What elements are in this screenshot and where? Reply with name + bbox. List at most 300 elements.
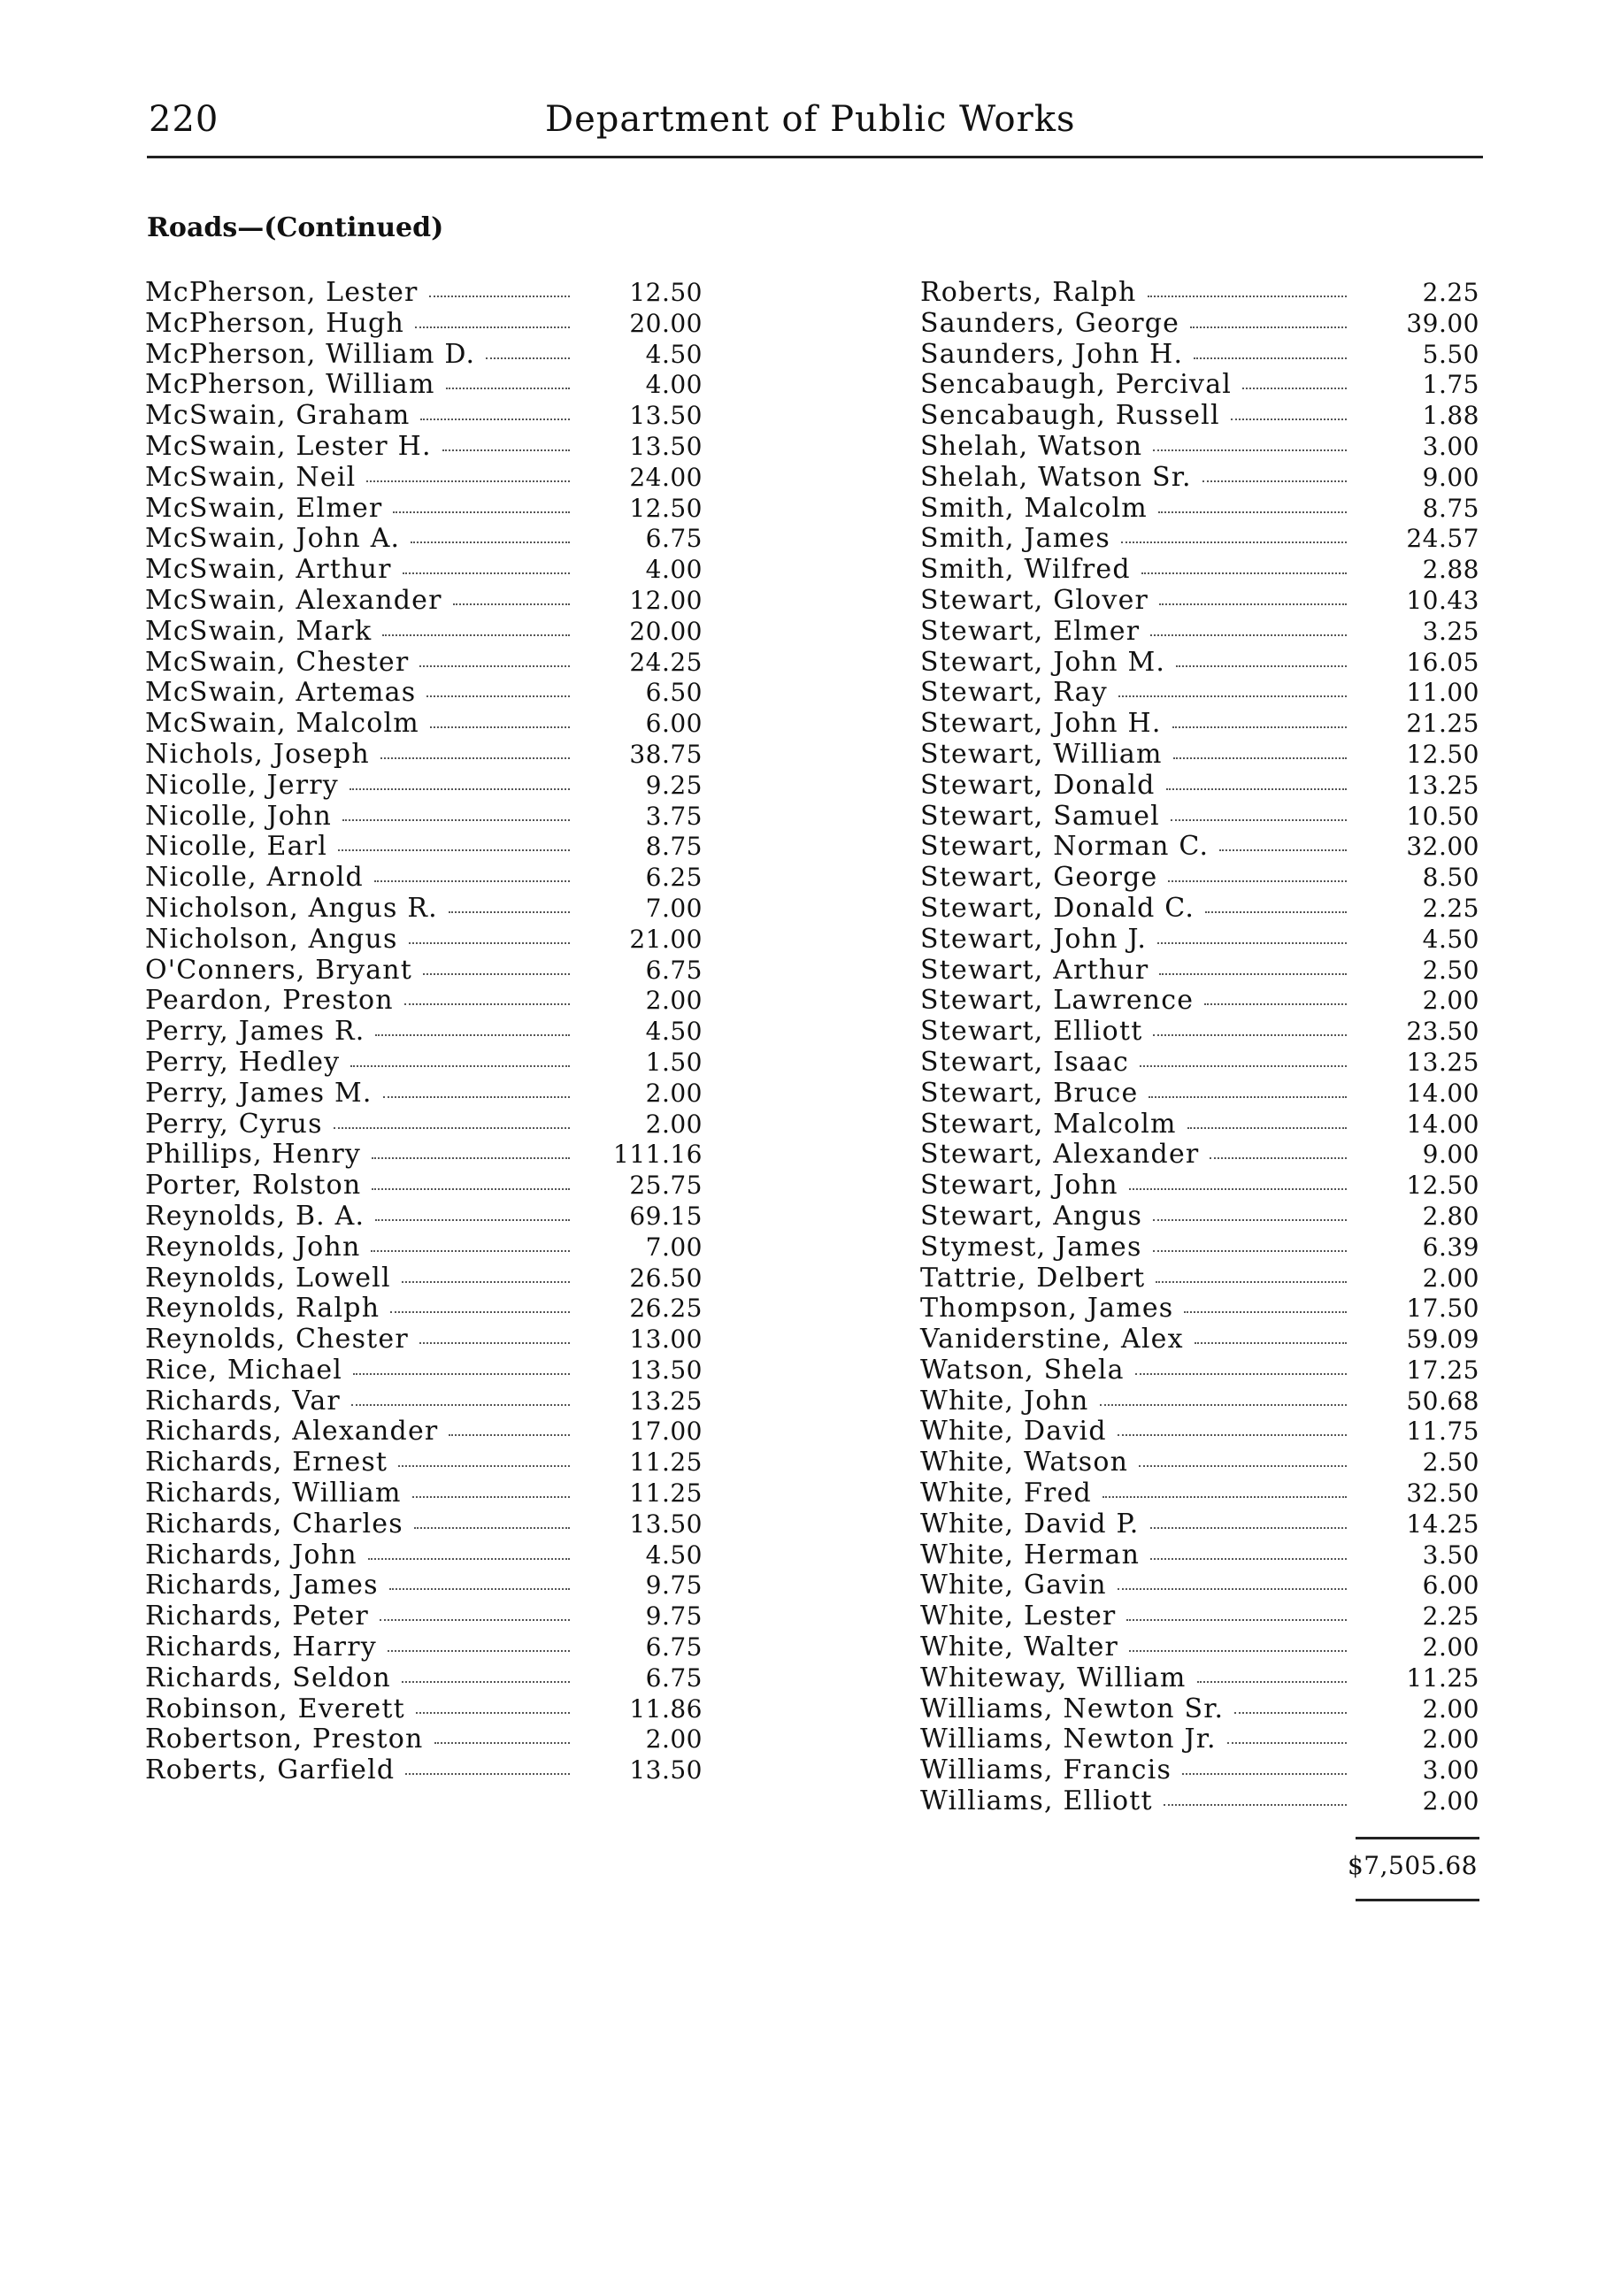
amount: 13.50	[629, 401, 703, 431]
dot-leader	[366, 480, 570, 482]
name-with-leader	[920, 1139, 1356, 1170]
list-item	[145, 1355, 711, 1386]
dot-leader	[1153, 1250, 1347, 1252]
list-item	[920, 985, 1485, 1016]
name-with-leader	[145, 801, 579, 832]
name-with-leader	[145, 523, 579, 554]
list-item	[145, 1693, 711, 1724]
name-with-leader	[920, 770, 1356, 801]
name-with-leader	[920, 924, 1356, 955]
name-with-leader	[145, 493, 579, 524]
payee-name: Richards, Var	[145, 1385, 341, 1417]
payee-name: McSwain, Alexander	[145, 584, 442, 616]
payee-name: Stewart, Donald C.	[920, 892, 1195, 924]
list-item	[920, 1201, 1485, 1232]
dot-leader	[1182, 1773, 1347, 1775]
list-item	[145, 554, 711, 585]
amount: 2.25	[1422, 278, 1479, 307]
amount: 6.75	[645, 1632, 703, 1662]
dot-leader	[334, 1127, 570, 1129]
name-with-leader	[920, 400, 1356, 431]
list-item	[920, 400, 1485, 431]
amount: 9.25	[645, 770, 703, 800]
list-item	[920, 585, 1485, 616]
name-with-leader	[920, 955, 1356, 986]
payee-name: Nicholson, Angus	[145, 923, 398, 955]
dot-leader	[434, 1742, 570, 1744]
payee-name: Nicholson, Angus R.	[145, 892, 438, 924]
name-with-leader	[145, 1601, 579, 1632]
dot-leader	[1202, 480, 1347, 482]
amount: 13.25	[1406, 770, 1479, 800]
dot-leader	[1205, 911, 1347, 913]
name-with-leader	[920, 308, 1356, 339]
list-item	[145, 493, 711, 524]
dot-leader	[388, 1650, 570, 1652]
list-item	[145, 1324, 711, 1355]
name-with-leader	[145, 1201, 579, 1232]
total-rule-top	[1356, 1837, 1479, 1839]
list-item	[920, 893, 1485, 924]
payee-name: Sencabaugh, Percival	[920, 369, 1233, 401]
payee-name: Nicolle, Earl	[145, 831, 328, 863]
name-with-leader	[145, 1416, 579, 1447]
payee-name: Stewart, Angus	[920, 1200, 1143, 1232]
payee-name: Stewart, Donald	[920, 769, 1156, 801]
amount: 2.00	[1422, 1693, 1479, 1724]
dot-leader	[1129, 1650, 1347, 1652]
dot-leader	[409, 942, 570, 944]
dot-leader	[389, 1588, 570, 1590]
list-item	[920, 1570, 1485, 1601]
amount: 2.50	[1422, 955, 1479, 985]
payee-name: White, Fred	[920, 1478, 1092, 1509]
list-item	[145, 339, 711, 370]
payee-name: Reynolds, Chester	[145, 1324, 409, 1355]
amount: 59.09	[1406, 1325, 1479, 1355]
list-item	[920, 1078, 1485, 1109]
name-with-leader	[920, 1263, 1356, 1294]
list-item	[920, 1139, 1485, 1170]
list-item	[145, 369, 711, 400]
payee-name: Richards, James	[145, 1570, 379, 1601]
right-column	[920, 277, 1485, 1816]
amount: 4.50	[645, 1540, 703, 1570]
list-item	[145, 1170, 711, 1201]
amount: 23.50	[1406, 1017, 1479, 1047]
dot-leader	[405, 1773, 570, 1775]
list-item	[145, 308, 711, 339]
payee-name: Smith, James	[920, 523, 1110, 555]
payee-name: Tattrie, Delbert	[920, 1262, 1146, 1294]
payee-name: Shelah, Watson Sr.	[920, 461, 1192, 493]
dot-leader	[382, 634, 570, 636]
amount: 4.50	[645, 339, 703, 369]
name-with-leader	[145, 739, 579, 770]
amount: 12.50	[629, 278, 703, 307]
payee-name: McPherson, William	[145, 369, 435, 401]
dot-leader	[342, 819, 570, 821]
name-with-leader	[145, 308, 579, 339]
amount: 24.57	[1406, 524, 1479, 554]
name-with-leader	[920, 1693, 1356, 1724]
list-item	[920, 1447, 1485, 1478]
amount: 11.25	[629, 1478, 703, 1509]
list-item	[145, 1540, 711, 1570]
payee-name: Saunders, George	[920, 307, 1180, 339]
list-item	[920, 1632, 1485, 1662]
payee-name: Richards, Peter	[145, 1601, 369, 1632]
list-item	[145, 1662, 711, 1693]
list-item	[920, 1386, 1485, 1417]
list-item	[920, 308, 1485, 339]
dot-leader	[1139, 1465, 1347, 1467]
dot-leader	[350, 788, 570, 790]
amount: 50.68	[1406, 1386, 1479, 1416]
amount: 21.25	[1406, 709, 1479, 739]
name-with-leader	[920, 1785, 1356, 1816]
payee-name: Stewart, John J.	[920, 923, 1148, 955]
dot-leader	[375, 1219, 570, 1221]
payee-name: Stewart, Glover	[920, 584, 1149, 616]
payee-name: Roberts, Garfield	[145, 1755, 396, 1786]
payee-name: Stewart, William	[920, 738, 1163, 770]
name-with-leader	[145, 585, 579, 616]
dot-leader	[416, 1712, 570, 1714]
list-item	[920, 1232, 1485, 1263]
amount: 20.00	[629, 308, 703, 338]
name-with-leader	[145, 1109, 579, 1140]
amount: 11.00	[1406, 678, 1479, 708]
payee-name: Williams, Newton Sr.	[920, 1693, 1225, 1724]
amount: 8.75	[645, 832, 703, 862]
payee-name: Stewart, Norman C.	[920, 831, 1210, 863]
payee-name: Stewart, Lawrence	[920, 985, 1195, 1017]
name-with-leader	[920, 1016, 1356, 1047]
list-item	[920, 339, 1485, 370]
amount: 13.50	[629, 1355, 703, 1385]
name-with-leader	[920, 1293, 1356, 1324]
name-with-leader	[920, 1232, 1356, 1263]
dot-leader	[449, 911, 570, 913]
payee-name: Stymest, James	[920, 1231, 1142, 1263]
list-item	[920, 924, 1485, 955]
payee-name: Sencabaugh, Russell	[920, 400, 1220, 432]
amount: 12.50	[1406, 739, 1479, 769]
dot-leader	[402, 1281, 570, 1283]
payee-name: Reynolds, Ralph	[145, 1293, 380, 1325]
section-title: Roads—(Continued)	[147, 212, 444, 243]
payee-name: Shelah, Watson	[920, 430, 1143, 462]
dot-leader	[1210, 1157, 1347, 1159]
payee-name: White, David	[920, 1416, 1107, 1447]
payee-name: Phillips, Henry	[145, 1139, 362, 1171]
dot-leader	[1164, 1804, 1347, 1806]
payee-name: Stewart, John H.	[920, 708, 1162, 740]
payee-name: Richards, Ernest	[145, 1447, 388, 1478]
payee-name: Saunders, John H.	[920, 338, 1184, 370]
amount: 12.00	[629, 585, 703, 615]
payee-name: Porter, Rolston	[145, 1170, 362, 1202]
list-item	[145, 647, 711, 678]
name-with-leader	[145, 1724, 579, 1755]
payee-name: Smith, Wilfred	[920, 554, 1131, 586]
dot-leader	[1184, 1311, 1347, 1313]
list-item	[920, 647, 1485, 678]
name-with-leader	[920, 1109, 1356, 1140]
list-item	[145, 831, 711, 862]
dot-leader	[368, 1558, 570, 1560]
name-with-leader	[145, 339, 579, 370]
list-item	[145, 924, 711, 955]
name-with-leader	[920, 585, 1356, 616]
payee-name: McSwain, Elmer	[145, 492, 383, 524]
dot-leader	[1159, 603, 1347, 605]
amount: 12.50	[1406, 1171, 1479, 1201]
list-item	[920, 1047, 1485, 1078]
list-item	[145, 431, 711, 462]
payee-name: White, Lester	[920, 1601, 1117, 1632]
amount: 1.50	[645, 1047, 703, 1077]
dot-leader	[430, 726, 570, 728]
dot-leader	[372, 1157, 570, 1159]
amount: 16.05	[1406, 647, 1479, 677]
amount: 24.25	[629, 647, 703, 677]
amount: 25.75	[629, 1171, 703, 1201]
amount: 6.25	[645, 863, 703, 893]
list-item	[920, 1755, 1485, 1785]
list-item	[920, 1693, 1485, 1724]
page-number: 220	[149, 99, 219, 140]
name-with-leader	[920, 554, 1356, 585]
name-with-leader	[920, 1662, 1356, 1693]
name-with-leader	[145, 985, 579, 1016]
name-with-leader	[145, 1263, 579, 1294]
list-item	[920, 708, 1485, 739]
amount: 2.00	[645, 986, 703, 1016]
name-with-leader	[145, 1632, 579, 1662]
amount: 14.00	[1406, 1109, 1479, 1139]
name-with-leader	[920, 647, 1356, 678]
amount: 21.00	[629, 924, 703, 954]
dot-leader	[1135, 1373, 1347, 1375]
amount: 13.50	[629, 431, 703, 461]
dot-leader	[453, 603, 570, 605]
dot-leader	[1140, 1065, 1347, 1067]
list-item	[145, 801, 711, 832]
list-item	[145, 1755, 711, 1785]
amount: 8.75	[1422, 493, 1479, 523]
dot-leader	[1118, 695, 1347, 697]
dot-leader	[446, 388, 570, 389]
payee-name: Stewart, John M.	[920, 646, 1166, 678]
payee-name: Vaniderstine, Alex	[920, 1324, 1184, 1355]
dot-leader	[1150, 1558, 1347, 1560]
dot-leader	[1126, 1619, 1347, 1621]
payee-name: Stewart, Elliott	[920, 1016, 1143, 1048]
dot-leader	[1219, 849, 1347, 851]
amount: 9.75	[645, 1570, 703, 1601]
list-item	[145, 708, 711, 739]
name-with-leader	[920, 369, 1356, 400]
amount: 2.00	[1422, 1632, 1479, 1662]
amount: 4.50	[645, 1017, 703, 1047]
name-with-leader	[145, 1078, 579, 1109]
list-item	[920, 493, 1485, 524]
name-with-leader	[145, 1170, 579, 1201]
amount: 6.50	[645, 678, 703, 708]
list-item	[920, 801, 1485, 832]
amount: 13.00	[629, 1325, 703, 1355]
amount: 4.00	[645, 370, 703, 400]
dot-leader	[1121, 541, 1347, 543]
amount: 13.50	[629, 1509, 703, 1539]
amount: 2.25	[1422, 1601, 1479, 1632]
dot-leader	[404, 1003, 570, 1005]
name-with-leader	[920, 1755, 1356, 1785]
list-item	[145, 1570, 711, 1601]
payee-name: Watson, Shela	[920, 1354, 1125, 1386]
name-with-leader	[145, 1540, 579, 1570]
name-with-leader	[920, 1447, 1356, 1478]
name-with-leader	[920, 277, 1356, 308]
list-item	[145, 739, 711, 770]
list-item	[920, 955, 1485, 986]
amount: 2.00	[645, 1078, 703, 1108]
dot-leader	[1156, 1281, 1347, 1283]
payee-name: Thompson, James	[920, 1293, 1174, 1325]
amount: 17.00	[629, 1417, 703, 1447]
list-item	[920, 1724, 1485, 1755]
name-with-leader	[145, 431, 579, 462]
list-item	[145, 1232, 711, 1263]
payee-name: Roberts, Ralph	[920, 277, 1137, 308]
name-with-leader	[145, 893, 579, 924]
amount: 6.75	[645, 955, 703, 985]
name-with-leader	[920, 801, 1356, 832]
amount: 111.16	[613, 1140, 703, 1170]
name-with-leader	[920, 985, 1356, 1016]
name-with-leader	[920, 1601, 1356, 1632]
amount: 38.75	[629, 739, 703, 769]
list-item	[920, 1478, 1485, 1509]
list-item	[145, 1293, 711, 1324]
dot-leader	[1149, 1096, 1347, 1098]
list-item	[920, 369, 1485, 400]
amount: 17.50	[1406, 1294, 1479, 1324]
payee-name: White, John	[920, 1385, 1089, 1417]
amount: 32.00	[1406, 832, 1479, 862]
name-with-leader	[145, 1232, 579, 1263]
list-item	[145, 1016, 711, 1047]
name-with-leader	[920, 616, 1356, 647]
amount: 1.88	[1422, 401, 1479, 431]
name-with-leader	[145, 1509, 579, 1540]
amount: 4.50	[1422, 924, 1479, 954]
name-with-leader	[920, 831, 1356, 862]
dot-leader	[1227, 1742, 1347, 1744]
dot-leader	[1195, 1342, 1347, 1344]
name-with-leader	[920, 1724, 1356, 1755]
dot-leader	[1172, 726, 1347, 728]
dot-leader	[1102, 1496, 1347, 1498]
payee-name: White, Walter	[920, 1632, 1119, 1663]
payee-name: Stewart, Elmer	[920, 615, 1141, 647]
list-item	[920, 1540, 1485, 1570]
list-item	[920, 1662, 1485, 1693]
dot-leader	[1194, 357, 1347, 359]
payee-name: Stewart, Alexander	[920, 1139, 1200, 1171]
list-item	[145, 985, 711, 1016]
amount: 26.50	[629, 1263, 703, 1293]
name-with-leader	[145, 924, 579, 955]
name-with-leader	[920, 1047, 1356, 1078]
dot-leader	[419, 1342, 570, 1344]
dot-leader	[403, 572, 570, 574]
payee-name: Perry, Cyrus	[145, 1108, 323, 1140]
payee-name: Richards, John	[145, 1539, 357, 1570]
dot-leader	[1129, 1188, 1347, 1190]
payee-name: Richards, Charles	[145, 1508, 403, 1540]
payee-name: Stewart, Arthur	[920, 954, 1149, 986]
amount: 1.75	[1422, 370, 1479, 400]
payee-name: McPherson, Lester	[145, 277, 419, 308]
payee-name: McSwain, John A.	[145, 523, 401, 555]
amount: 3.00	[1422, 431, 1479, 461]
payee-name: Stewart, Malcolm	[920, 1108, 1177, 1140]
payee-name: Stewart, Isaac	[920, 1046, 1130, 1078]
amount: 9.75	[645, 1601, 703, 1632]
payee-name: Reynolds, B. A.	[145, 1200, 365, 1232]
list-item	[145, 616, 711, 647]
list-item	[145, 1632, 711, 1662]
name-with-leader	[145, 1570, 579, 1601]
name-with-leader	[145, 955, 579, 986]
dot-leader	[1197, 1681, 1347, 1683]
payee-name: McSwain, Graham	[145, 400, 411, 432]
amount: 3.25	[1422, 616, 1479, 646]
payee-name: White, Herman	[920, 1539, 1141, 1570]
dot-leader	[350, 1065, 570, 1067]
amount: 20.00	[629, 616, 703, 646]
amount: 69.15	[629, 1201, 703, 1231]
name-with-leader	[145, 1139, 579, 1170]
amount: 2.88	[1422, 555, 1479, 585]
list-item	[145, 1263, 711, 1294]
name-with-leader	[920, 1170, 1356, 1201]
dot-leader	[1234, 1712, 1347, 1714]
amount: 14.00	[1406, 1078, 1479, 1108]
list-item	[145, 1201, 711, 1232]
dot-leader	[1168, 880, 1347, 882]
payee-name: Perry, James R.	[145, 1016, 365, 1048]
list-item	[145, 462, 711, 493]
payee-name: White, David P.	[920, 1508, 1140, 1540]
amount: 13.25	[1406, 1047, 1479, 1077]
payee-name: McPherson, William D.	[145, 338, 476, 370]
name-with-leader	[145, 462, 579, 493]
amount: 12.50	[629, 493, 703, 523]
header-rule	[147, 156, 1483, 158]
dot-leader	[449, 1434, 570, 1436]
amount: 13.50	[629, 1755, 703, 1785]
name-with-leader	[145, 277, 579, 308]
name-with-leader	[920, 1416, 1356, 1447]
name-with-leader	[145, 554, 579, 585]
payee-name: Richards, Harry	[145, 1632, 377, 1663]
payee-name: McSwain, Artemas	[145, 677, 417, 709]
dot-leader	[1153, 1034, 1347, 1036]
